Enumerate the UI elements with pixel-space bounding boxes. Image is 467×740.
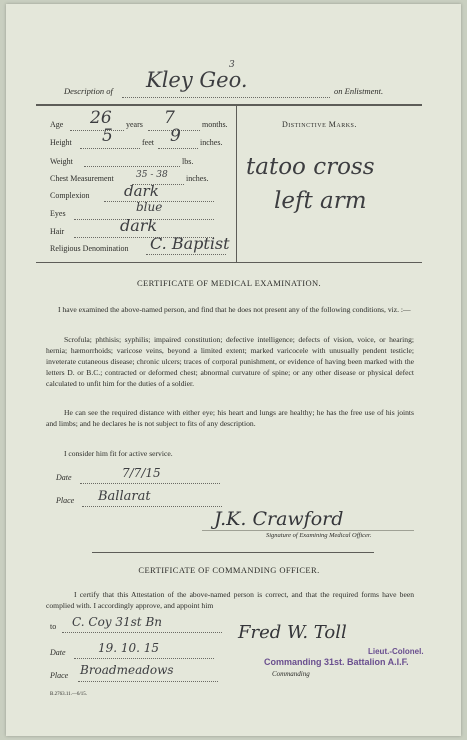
- commanding-certify: I certify that this Attestation of the above-named person is correct, and that the required forms have been complied with. I accordingly approve, and appoint him: [46, 590, 414, 610]
- height-feet: 5: [102, 126, 113, 146]
- medical-intro: I have examined the above-named person, and find that he does not present any of the following conditions, viz. :—: [58, 305, 411, 314]
- attestation-paper: [6, 4, 461, 736]
- religion-label: Religious Denomination: [50, 244, 129, 253]
- feet-label: feet: [142, 138, 154, 147]
- medical-date-value: 7/7/15: [122, 466, 161, 480]
- complexion-value: dark: [124, 182, 159, 200]
- height-inches: 9: [170, 126, 181, 146]
- height-label: Height: [50, 138, 72, 147]
- hair-label: Hair: [50, 227, 65, 236]
- medical-place-value: Ballarat: [98, 489, 151, 504]
- age-label: Age: [50, 120, 64, 129]
- distinctive-mark-line1: tatoo cross: [246, 154, 375, 180]
- commanding-date-label: Date: [50, 648, 66, 657]
- commanding-date-value: 19. 10. 15: [98, 641, 160, 655]
- commanding-heading: CERTIFICATE OF COMMANDING OFFICER.: [138, 565, 320, 575]
- religion-value: C. Baptist: [150, 234, 230, 253]
- age-years: 26: [90, 108, 112, 128]
- margin-mark: 3: [229, 60, 235, 70]
- commanding-place-value: Broadmeadows: [80, 663, 174, 677]
- medical-signature-caption: Signature of Examining Medical Officer.: [266, 532, 372, 539]
- medical-officer-signature: J.K. Crawford: [214, 508, 344, 530]
- complexion-label: Complexion: [50, 191, 90, 200]
- age-months: 7: [164, 108, 175, 128]
- weight-label: Weight: [50, 157, 73, 166]
- medical-heading: CERTIFICATE OF MEDICAL EXAMINATION.: [136, 278, 322, 288]
- lbs-label: lbs.: [182, 157, 194, 166]
- inches-label: inches.: [200, 138, 223, 147]
- medical-date-label: Date: [56, 473, 72, 482]
- medical-consider: I consider him fit for active service.: [64, 449, 173, 458]
- distinctive-marks-heading: Distinctive Marks.: [282, 120, 357, 129]
- commanding-caption: Commanding: [272, 670, 310, 678]
- commanding-officer-signature: Fred W. Toll: [238, 622, 347, 643]
- chest-value: 35 - 38: [136, 170, 168, 180]
- years-label: years: [126, 120, 143, 129]
- chest-unit: inches.: [186, 174, 209, 183]
- eyes-label: Eyes: [50, 209, 66, 218]
- stamp-rank: Lieut.-Colonel.: [368, 647, 424, 656]
- on-enlistment-label: on Enlistment.: [334, 86, 384, 96]
- chest-label: Chest Measurement: [50, 174, 114, 183]
- medical-conditions: Scrofula; phthisis; syphilis; impaired constitution; defective intelligence; defects of vision, voice, or hearing; hernia; hæmorrhoids; varicose veins, beyond a limited extent; marked varicocele with unusually pendent testicle; inveterate cutaneous disease; chronic ulcers; traces of corporal punishment, or evidence of having been marked with the letters D. or B.C.; contracted or deformed chest; abnormal curvature of spine; or any other disease or physical defect calculated to unfit him for the duties of a soldier.: [46, 335, 414, 388]
- months-label: months.: [202, 120, 228, 129]
- hair-value: dark: [120, 216, 158, 235]
- eyes-value: blue: [136, 200, 163, 214]
- stamp-battalion: Commanding 31st. Battalion A.I.F.: [264, 657, 409, 667]
- commanding-to-value: C. Coy 31st Bn: [72, 615, 162, 629]
- commanding-to-label: to: [50, 622, 57, 631]
- medical-place-label: Place: [56, 496, 75, 505]
- description-label: Description of: [64, 86, 113, 96]
- soldier-name: Kley Geo.: [146, 68, 248, 92]
- commanding-place-label: Place: [50, 671, 69, 680]
- printer-code: B.2763.11.—6/15.: [50, 692, 88, 697]
- distinctive-mark-line2: left arm: [274, 188, 367, 214]
- medical-fitness: He can see the required distance with either eye; his heart and lungs are healthy; he has the free use of his joints and limbs; and he declares he is not subject to fits of any description.: [46, 408, 414, 428]
